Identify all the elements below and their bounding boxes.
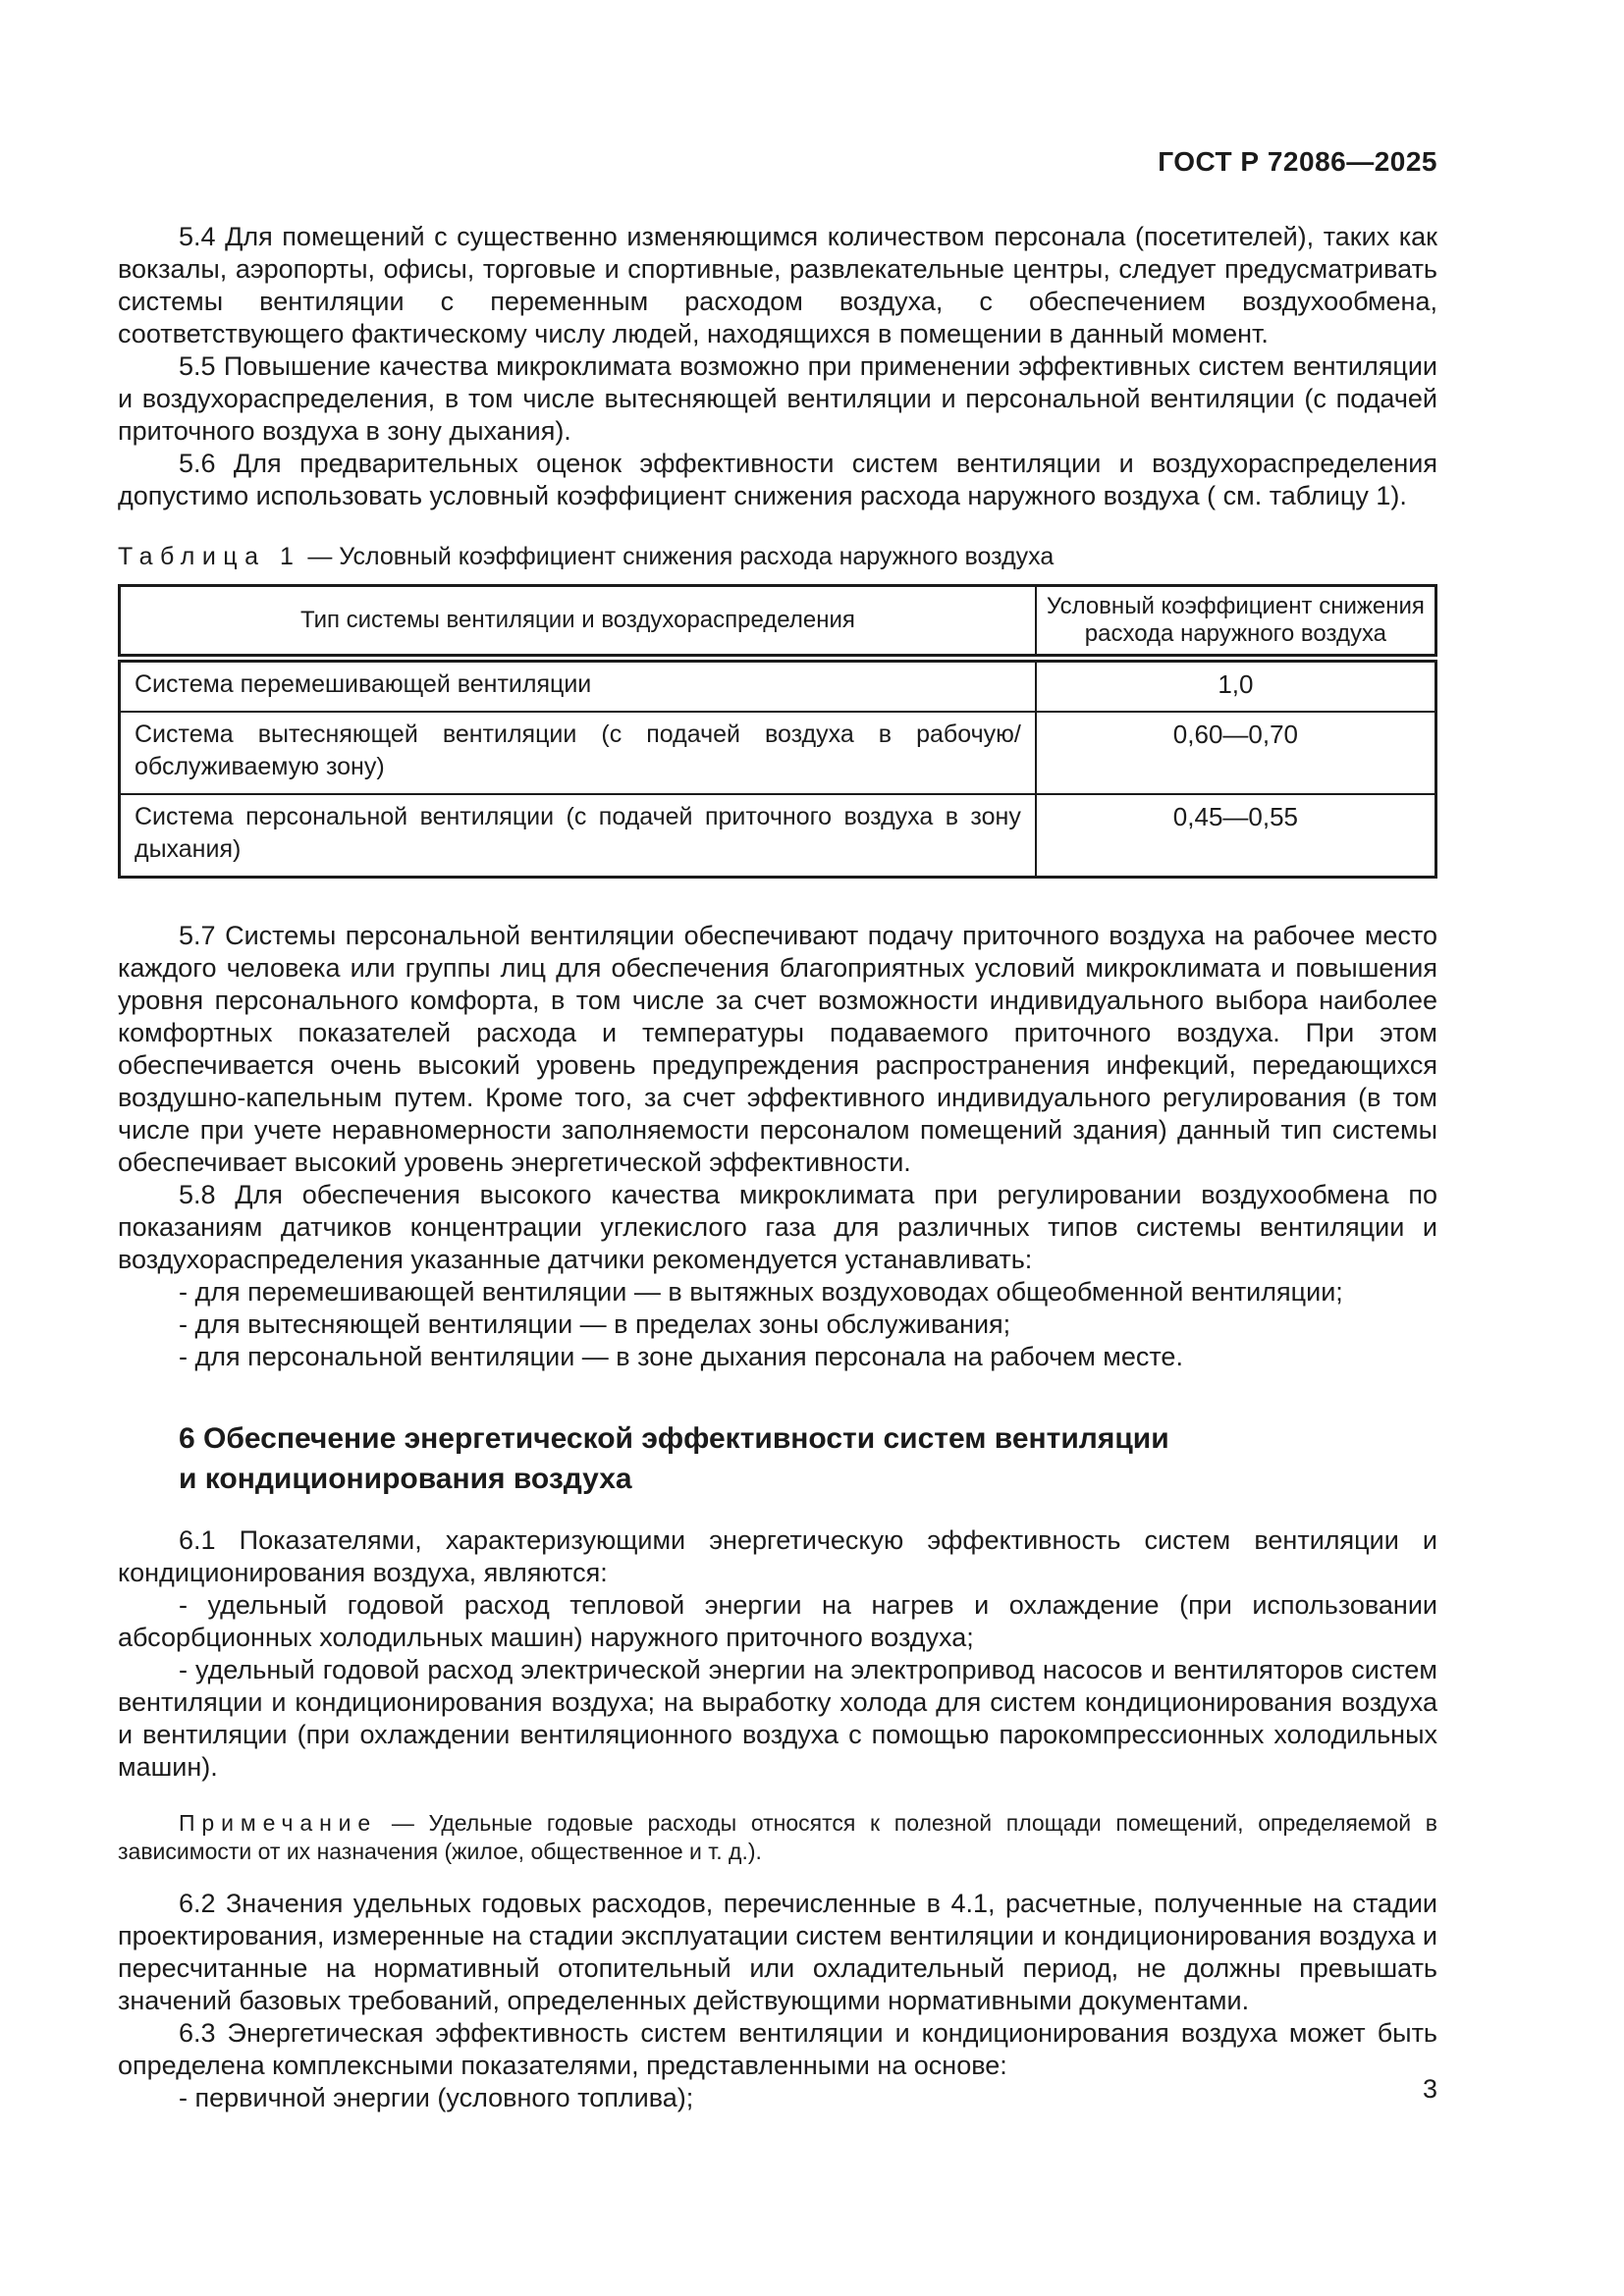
list-item-5-8-1: - для перемешивающей вентиляции — в вытяжных воздуховодах общеобменной вентиляции; <box>179 1277 1343 1307</box>
table-cell-coef: 1,0 <box>1036 659 1436 713</box>
paragraph-5-8: 5.8 Для обеспечения высокого качества микроклимата при регулировании воздухообмена по показаниям датчиков концентрации углекислого газа для различных типов системы вентиляции и воздухораспределения указанные датчики рекомендуется устанавливать: <box>118 1180 1437 1274</box>
table-cell-coef: 0,45—0,55 <box>1036 794 1436 878</box>
paragraph-6-2: 6.2 Значения удельных годовых расходов, перечисленные в 4.1, расчетные, полученные на стадии проектирования, измеренные на стадии эксплуатации систем вентиляции и кондиционирования воздуха и пересчитанные на нормативный отопительный или охладительный период, не должны превышать значений базовых требований, определенных действующими нормативными документами. <box>118 1889 1437 2015</box>
note-text: Удельные годовые расходы относятся к полезной площади помещений, определяемой в зависимости от их назначения (жилое, общественное и т. д.). <box>118 1810 1438 1864</box>
table-row <box>120 712 1436 794</box>
table1-caption-separator: — <box>307 543 333 570</box>
note-label: Примечание <box>179 1810 378 1836</box>
list-item-6-1-1: - удельный годовой расход тепловой энергии на нагрев и охлаждение (при использовании абсорбционных холодильных машин) наружного приточного воздуха; <box>118 1590 1437 1652</box>
list-item-6-3-1: - первичной энергии (условного топлива); <box>179 2083 694 2112</box>
paragraph-6-1: 6.1 Показателями, характеризующими энергетическую эффективность систем вентиляции и кондиционирования воздуха, являются: <box>118 1525 1437 1587</box>
table-cell-coef: 0,60—0,70 <box>1036 712 1436 794</box>
note-separator: — <box>391 1810 414 1836</box>
table1-header-type: Тип системы вентиляции и воздухораспределения <box>120 586 1036 659</box>
table-cell-type: Система персональной вентиляции (с подачей приточного воздуха в зону дыхания) <box>120 794 1036 878</box>
list-item-5-8-2: - для вытесняющей вентиляции — в пределах зоны обслуживания; <box>179 1309 1011 1339</box>
table-row <box>120 794 1436 878</box>
note-paragraph <box>118 1809 1437 1866</box>
list-item-5-8-3: - для персональной вентиляции — в зоне дыхания персонала на рабочем месте. <box>179 1342 1183 1371</box>
table-row <box>120 659 1436 713</box>
section6-heading <box>118 1418 1437 1499</box>
table1-caption-title: Условный коэффициент снижения расхода наружного воздуха <box>339 543 1055 570</box>
paragraph-5-6: 5.6 Для предварительных оценок эффективности систем вентиляции и воздухораспределения допустимо использовать условный коэффициент снижения расхода наружного воздуха ( см. таблицу 1). <box>118 449 1437 510</box>
table1-caption <box>118 542 1437 572</box>
paragraph-5-7: 5.7 Системы персональной вентиляции обеспечивают подачу приточного воздуха на рабочее место каждого человека или группы лиц для обеспечения благоприятных условий микроклимата и повышения уровня персонального комфорта, в том числе за счет возможности индивидуального выбора наиболее комфортных показателей расхода и температуры подаваемого приточного воздуха. При этом обеспечивается очень высокий уровень предупреждения распространения инфекций, передающихся воздушно-капельным путем. Кроме того, за счет эффективного индивидуального регулирования (в том числе при учете неравномерности заполняемости персоналом помещений здания) данный тип системы обеспечивает высокий уровень энергетической эффективности. <box>118 921 1437 1177</box>
paragraph-5-4: 5.4 Для помещений с существенно изменяющимся количеством персонала (посетителей), таких как вокзалы, аэропорты, офисы, торговые и спортивные, развлекательные центры, следует предусматривать системы вентиляции с переменным расходом воздуха, с обеспечением воздухообмена, соответствующего фактическому числу людей, находящихся в помещении в данный момент. <box>118 222 1437 348</box>
table-cell-type: Система вытесняющей вентиляции (с подачей воздуха в рабочую/обслуживаемую зону) <box>120 712 1036 794</box>
page-number: 3 <box>1422 2074 1437 2104</box>
doc-header <box>118 145 1437 178</box>
standard-code: ГОСТ Р 72086—2025 <box>1158 146 1437 177</box>
table1-header-coef: Условный коэффициент снижения расхода наружного воздуха <box>1036 586 1436 659</box>
paragraph-5-5: 5.5 Повышение качества микроклимата возможно при применении эффективных систем вентиляции и воздухораспределения, в том числе вытесняющей вентиляции и персональной вентиляции (с подачей приточного воздуха в зону дыхания). <box>118 351 1437 446</box>
section6-heading-line2: и кондиционирования воздуха <box>179 1463 632 1495</box>
page-content <box>118 0 1437 2114</box>
table-cell-type: Система перемешивающей вентиляции <box>120 659 1036 713</box>
table1 <box>118 584 1437 879</box>
list-item-6-1-2: - удельный годовой расход электрической энергии на электропривод насосов и вентиляторов систем вентиляции и кондиционирования воздуха; на выработку холода для систем кондиционирования воздуха и вентиляции (при охлаждении вентиляционного воздуха с помощью парокомпрессионных холодильных машин). <box>118 1655 1437 1782</box>
section6-heading-line1: 6 Обеспечение энергетической эффективности систем вентиляции <box>179 1422 1169 1455</box>
table1-header-row <box>120 586 1436 659</box>
paragraph-6-3: 6.3 Энергетическая эффективность систем вентиляции и кондиционирования воздуха может быть определена комплексными показателями, представленными на основе: <box>118 2018 1437 2080</box>
table1-caption-label: Таблица 1 <box>118 543 301 570</box>
